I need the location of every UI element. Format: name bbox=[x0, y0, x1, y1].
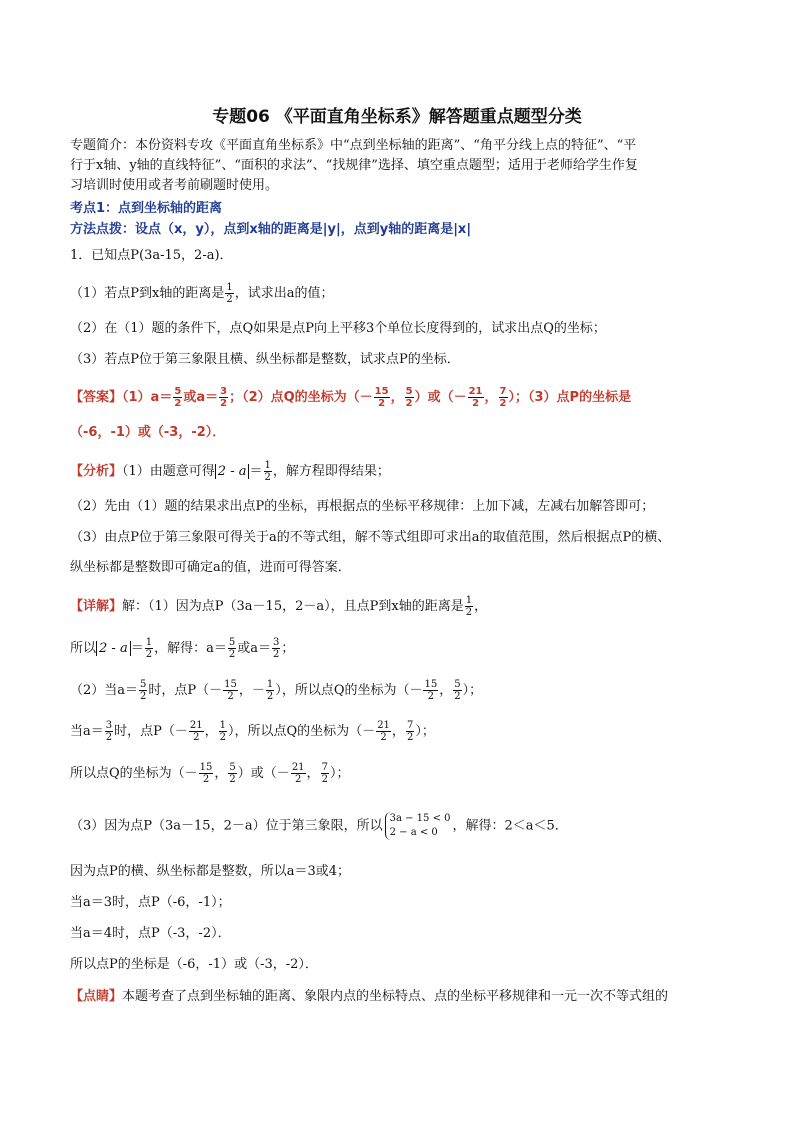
n: 1 bbox=[465, 595, 473, 606]
answer-line-1 bbox=[70, 386, 730, 409]
detail-d8: 当a＝3时，点P（-6，-1）； bbox=[70, 895, 231, 910]
n: 5 bbox=[405, 386, 413, 397]
comma: ， bbox=[439, 683, 453, 698]
sys-row-1: 3a − 15 < 0 bbox=[389, 813, 451, 824]
comma: ， bbox=[238, 683, 252, 698]
eq: ＝ bbox=[249, 464, 263, 479]
problem-q3: （3）若点P位于第三象限且横、纵坐标都是整数，试求点P的坐标． bbox=[70, 352, 460, 367]
frac bbox=[468, 386, 484, 409]
semi: ； bbox=[336, 766, 350, 781]
analysis-tag: 【分析】 bbox=[70, 464, 123, 479]
d: 2 bbox=[145, 649, 153, 660]
semi: ； bbox=[421, 724, 435, 739]
frac bbox=[173, 386, 182, 409]
d: 2 bbox=[229, 774, 236, 785]
n: 21 bbox=[291, 762, 305, 773]
comment-tag: 【点睛】 bbox=[70, 989, 123, 1004]
n: 21 bbox=[468, 386, 483, 397]
d6-post: ，解得：2＜a＜5． bbox=[452, 818, 568, 834]
frac bbox=[228, 762, 236, 785]
comment-line bbox=[70, 987, 730, 1007]
frac bbox=[405, 386, 414, 409]
d3-pre: （2）当a＝ bbox=[70, 683, 139, 698]
analysis-a3-l1: （3）由点P位于第三象限可得关于a的不等式组，解不等式组即可求出a的取值范围，然后根据点P的横、 bbox=[70, 530, 671, 545]
d2-mid: ，解得：a＝ bbox=[154, 641, 227, 656]
d: 2 bbox=[378, 398, 386, 409]
n: 1 bbox=[266, 679, 274, 690]
answer-tag: 【答案】 bbox=[70, 390, 123, 405]
d2-pre: 所以 bbox=[70, 641, 97, 656]
n: 3 bbox=[105, 720, 113, 731]
frac-half bbox=[264, 460, 272, 483]
detail-d10: 所以点P的坐标是（-6，-1）或（-3，-2）． bbox=[70, 957, 318, 972]
problem-stem: 1．已知点P(3a-15，2-a)． bbox=[70, 248, 233, 263]
ans-p2: 或a＝ bbox=[183, 390, 219, 405]
d: 2 bbox=[427, 691, 435, 702]
problem-q2: （2）在（1）题的条件下，点Q如果是点P向上平移3个单位长度得到的，试求出点Q的坐标； bbox=[70, 321, 606, 336]
frac bbox=[145, 637, 153, 660]
n: 3 bbox=[220, 386, 228, 397]
n: 1 bbox=[219, 720, 227, 731]
d: 2 bbox=[174, 398, 182, 409]
d: 2 bbox=[227, 691, 234, 702]
a1-post: ，解方程即得结果； bbox=[272, 464, 390, 479]
detail-d6 bbox=[70, 812, 730, 840]
detail-d7: 因为点P的横、纵坐标都是整数，所以a＝3或4； bbox=[70, 864, 351, 879]
d: 2 bbox=[472, 398, 480, 409]
d4-mid: 时，点P（－ bbox=[114, 724, 188, 739]
n: 21 bbox=[377, 720, 390, 731]
problem-q1 bbox=[70, 282, 730, 305]
frac bbox=[499, 386, 508, 409]
n: 15 bbox=[224, 679, 237, 690]
close: ） bbox=[415, 724, 422, 739]
frac-half bbox=[225, 282, 233, 305]
frac bbox=[228, 637, 236, 660]
intro-line-2: 行于x轴、y轴的直线特征”、“面积的求法”、“找规律”选择、填空重点题型；适用于老师给学生作复 bbox=[70, 158, 638, 173]
n: 1 bbox=[145, 637, 153, 648]
detail-d2 bbox=[70, 637, 730, 660]
d: 2 bbox=[273, 649, 280, 660]
intro-line-1: 专题简介：本份资料专攻《平面直角坐标系》中“点到坐标轴的距离”、“角平分线上点的特征”、“平 bbox=[70, 138, 637, 153]
d2-end: ； bbox=[281, 641, 295, 656]
d3-post: ，所以点Q的坐标为（－ bbox=[281, 683, 423, 698]
n: 1 bbox=[264, 460, 271, 471]
detail-d1 bbox=[70, 595, 730, 618]
comma: ， bbox=[204, 724, 218, 739]
d: 2 bbox=[406, 732, 414, 743]
ans-p3: ；（2）点Q的坐标为（－ bbox=[229, 390, 373, 405]
frac bbox=[199, 762, 214, 785]
n: 15 bbox=[199, 762, 213, 773]
close: ） bbox=[462, 683, 470, 698]
n: 15 bbox=[374, 386, 389, 397]
detail-d5 bbox=[70, 762, 730, 785]
eq: ＝ bbox=[130, 641, 144, 656]
frac-half bbox=[465, 595, 473, 618]
ans-p5: ）或（－ bbox=[414, 390, 467, 405]
d: 2 bbox=[499, 398, 507, 409]
frac bbox=[223, 679, 238, 702]
frac bbox=[219, 386, 228, 409]
d: 2 bbox=[380, 732, 387, 743]
detail-d3: （2）当a＝ $\frac{5}{2}$ 时，点P（－ $\frac{15}{2}$ ，－ $\frac{1}{2}$ ），所以点Q的坐标为（－ $\frac{15}{2}$ ， $\frac{5}{2}$ ）； bbox=[70, 679, 483, 702]
frac-num: 1 bbox=[226, 282, 233, 293]
d: 2 bbox=[220, 398, 228, 409]
analysis-a2: （2）先由（1）题的结果求出点P的坐标，再根据点的坐标平移规律：上加下减，左减右加解答即可； bbox=[70, 499, 655, 514]
n: 7 bbox=[321, 762, 328, 773]
a1-pre: （1）由题意可得 bbox=[122, 464, 215, 479]
intro-line-3: 习培训时使用或者考前刷题时使用。 bbox=[70, 178, 279, 193]
page-title: 专题06 《平面直角坐标系》解答题重点题型分类 bbox=[212, 107, 582, 127]
ans-p4: ， bbox=[390, 390, 404, 405]
abs-expr: 2 - a bbox=[215, 464, 250, 479]
semi: ； bbox=[469, 683, 483, 698]
comma: ， bbox=[306, 766, 320, 781]
d: 2 bbox=[454, 691, 461, 702]
d: 2 bbox=[193, 732, 200, 743]
d1-post: ， bbox=[474, 599, 488, 614]
n: 15 bbox=[424, 679, 438, 690]
n: 3 bbox=[273, 637, 280, 648]
detail-tag: 【详解】 bbox=[70, 599, 123, 614]
d: 2 bbox=[266, 691, 274, 702]
n: 5 bbox=[228, 637, 236, 648]
d6-pre: （3）因为点P（3a－15，2－a）位于第三象限，所以 bbox=[70, 818, 383, 834]
ans-p1: （1）a＝ bbox=[122, 390, 173, 405]
answer-line-2: （-6，-1）或（-3，-2）． bbox=[70, 425, 226, 440]
frac bbox=[272, 637, 280, 660]
frac bbox=[219, 720, 227, 743]
n: 21 bbox=[189, 720, 203, 731]
ans-p6: ， bbox=[484, 390, 498, 405]
detail-d4 bbox=[70, 720, 730, 743]
frac bbox=[266, 679, 274, 702]
frac bbox=[453, 679, 461, 702]
d: 2 bbox=[105, 732, 113, 743]
d3-mid2: ） bbox=[275, 683, 282, 698]
n: 7 bbox=[499, 386, 507, 397]
frac bbox=[291, 762, 306, 785]
method-tip: 方法点拨：设点（x，y），点到x轴的距离是|y|，点到y轴的距离是|x| bbox=[70, 222, 472, 237]
kaodian-heading: 考点1：点到坐标轴的距离 bbox=[70, 201, 223, 216]
d: 2 bbox=[465, 607, 473, 618]
frac bbox=[406, 720, 414, 743]
d1-pre: 解：（1）因为点P（3a－15，2－a），且点P到x轴的距离是 bbox=[122, 599, 464, 614]
inequality-system bbox=[385, 812, 451, 840]
frac-den: 2 bbox=[226, 294, 233, 305]
n: 5 bbox=[140, 679, 147, 690]
frac bbox=[376, 720, 391, 743]
d4-post: ），所以点Q的坐标为（－ bbox=[228, 724, 376, 739]
d: 2 bbox=[321, 774, 328, 785]
analysis-a3-l2: 纵坐标都是整数即可确定a的值，进而可得答案． bbox=[70, 560, 351, 575]
n: 5 bbox=[174, 386, 182, 397]
q1-text-a: （1）若点P到x轴的距离是 bbox=[70, 286, 225, 301]
comma: ， bbox=[214, 766, 228, 781]
d5-pre: 所以点Q的坐标为（－ bbox=[70, 766, 198, 781]
d: 2 bbox=[405, 398, 413, 409]
d: 2 bbox=[294, 774, 302, 785]
d: 2 bbox=[140, 691, 147, 702]
detail-d9: 当a＝4时，点P（-3，-2）． bbox=[70, 926, 231, 941]
d: 2 bbox=[202, 774, 210, 785]
or: ）或（－ bbox=[237, 766, 290, 781]
d3-mid: 时，点P（－ bbox=[148, 683, 223, 698]
d: 2 bbox=[219, 732, 227, 743]
sys-row-2: 2 − a < 0 bbox=[389, 827, 438, 838]
close: ） bbox=[329, 766, 337, 781]
d4-pre: 当a＝ bbox=[70, 724, 104, 739]
frac bbox=[374, 386, 390, 409]
q1-text-b: ，试求出a的值； bbox=[234, 286, 334, 301]
frac bbox=[139, 679, 147, 702]
analysis-a1 bbox=[70, 460, 730, 483]
comma: ， bbox=[391, 724, 405, 739]
n: 5 bbox=[454, 679, 461, 690]
n: 5 bbox=[229, 762, 236, 773]
abs-expr: 2 - a bbox=[96, 641, 131, 656]
frac bbox=[189, 720, 204, 743]
frac bbox=[321, 762, 329, 785]
comment-text: 本题考查了点到坐标轴的距离、象限内点的坐标特点、点的坐标平移规律和一元一次不等式组的 bbox=[122, 989, 669, 1004]
frac bbox=[105, 720, 113, 743]
d2-or: 或a＝ bbox=[237, 641, 271, 656]
ans-p7: ）；（3）点P的坐标是 bbox=[508, 390, 632, 405]
d: 2 bbox=[264, 472, 271, 483]
d: 2 bbox=[228, 649, 236, 660]
frac bbox=[423, 679, 438, 702]
n: 7 bbox=[406, 720, 414, 731]
